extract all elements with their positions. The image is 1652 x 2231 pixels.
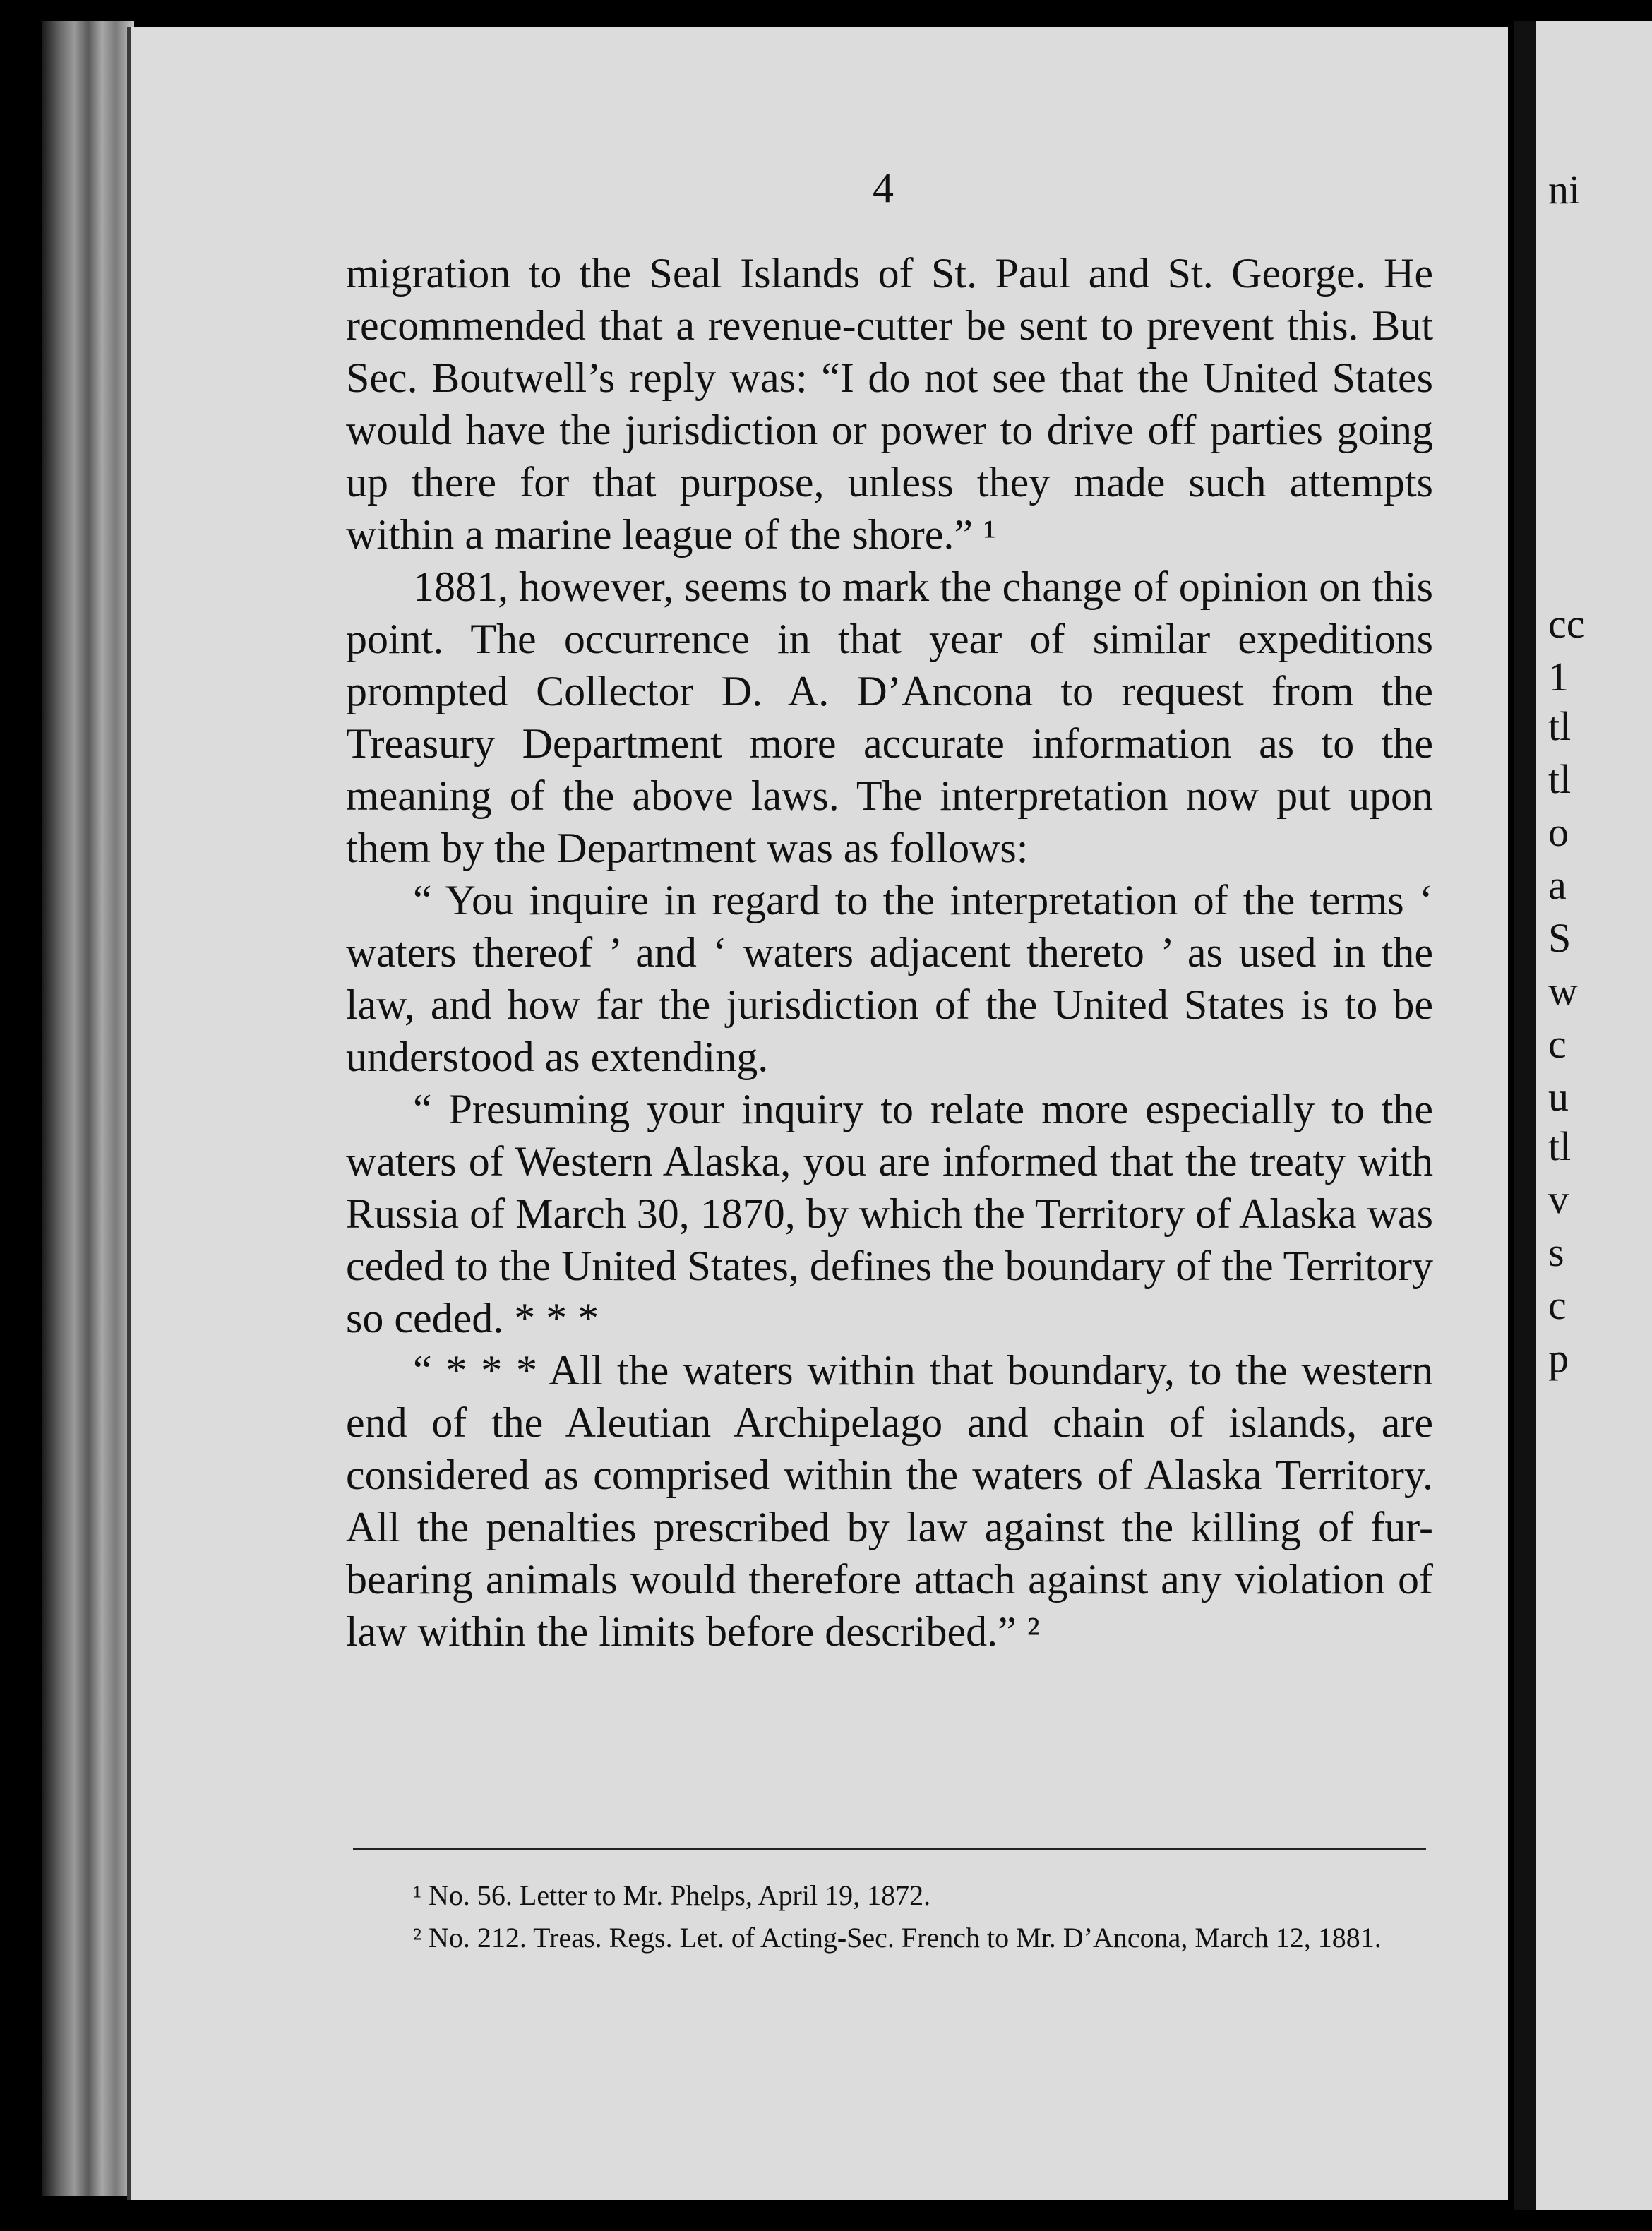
page-gutter-shadow: [1514, 21, 1536, 2210]
adjacent-fragment: u: [1548, 1074, 1569, 1120]
adjacent-fragment: S: [1548, 915, 1572, 961]
adjacent-fragment: tl: [1548, 1123, 1572, 1169]
footnotes: [346, 1874, 1433, 1959]
paragraph: “ You inquire in regard to the interpretation of the terms ‘ waters thereof ’ and ‘ waters adjacent thereto ’ as used in the law, and how far the jurisdiction of the United States is to be understood as extending.: [346, 877, 1433, 1080]
adjacent-fragment: cc: [1548, 601, 1585, 647]
adjacent-fragment: ni: [1548, 167, 1581, 213]
footnote-divider: [353, 1848, 1426, 1850]
paragraph: migration to the Seal Islands of St. Paul and St. George. He recommended that a revenue-cutter be sent to prevent this. But Sec. Boutwell’s reply was: “I do not see that the United States would have the jurisdiction or power to drive off parties going up there for that purpose, unless they made such attempts within a marine league of the shore.” ¹: [346, 250, 1433, 558]
paragraph: “ * * * All the waters within that boundary, to the western end of the Aleutian Archipelago and chain of islands, are considered as comprised within the waters of Alaska Territory. All the penalties prescribed by law against the killing of fur-bearing animals would therefore attach against any violation of law within the limits before described.” ²: [346, 1347, 1433, 1655]
adjacent-fragment: 1: [1548, 654, 1569, 700]
adjacent-fragment: tl: [1548, 756, 1572, 802]
adjacent-fragment: tl: [1548, 703, 1572, 749]
footnote: ¹ No. 56. Letter to Mr. Phelps, April 19, 1872.: [413, 1879, 931, 1911]
book-binding: [42, 21, 134, 2196]
body-text: [346, 247, 1433, 1658]
adjacent-fragment: v: [1548, 1176, 1569, 1222]
adjacent-fragment: s: [1548, 1229, 1564, 1275]
adjacent-fragment: a: [1548, 862, 1567, 908]
adjacent-fragment: p: [1548, 1335, 1569, 1381]
adjacent-fragment: w: [1548, 968, 1578, 1014]
adjacent-page-edge: [1536, 21, 1652, 2210]
paragraph: 1881, however, seems to mark the change of opinion on this point. The occurrence in that year of similar expeditions prompted Collector D. A. D’Ancona to request from the Treasury Department more accurate information as to the meaning of the above laws. The interpretation now put upon them by the Department was as follows:: [346, 563, 1433, 871]
adjacent-fragment: o: [1548, 809, 1569, 855]
adjacent-fragment: c: [1548, 1021, 1567, 1067]
page-number: 4: [873, 165, 894, 211]
paragraph: “ Presuming your inquiry to relate more especially to the waters of Western Alaska, you are informed that the treaty with Russia of March 30, 1870, by which the Territory of Alaska was ceded to the United States, defines the boundary of the Territory so ceded. * * *: [346, 1086, 1433, 1341]
adjacent-fragment: c: [1548, 1282, 1567, 1328]
footnote: ² No. 212. Treas. Regs. Let. of Acting-Sec. French to Mr. D’Ancona, March 12, 1881.: [413, 1922, 1382, 1954]
